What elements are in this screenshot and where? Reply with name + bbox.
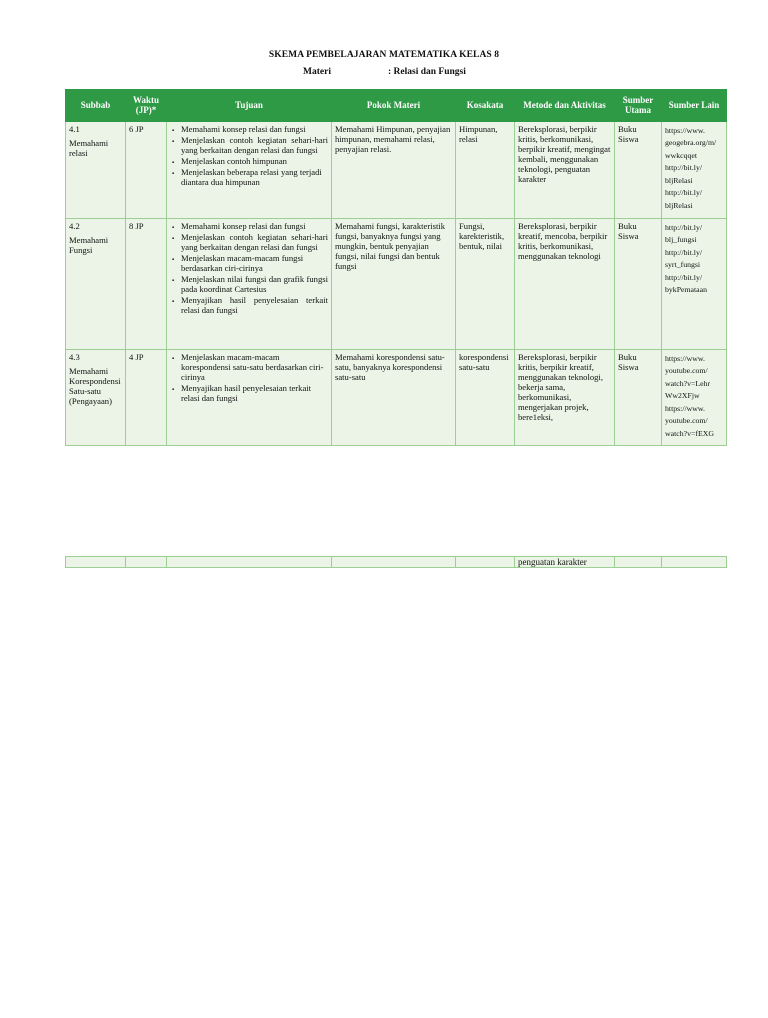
list-item: ▪ Menjelaskan nilai fungsi dan grafik fungsi pada koordinat Cartesius — [181, 275, 328, 295]
cell-waktu: 6 JP — [126, 122, 167, 219]
cell-empty — [456, 557, 515, 568]
source-link-text: http://bit.ly/ — [665, 247, 703, 257]
source-link-text: bljRelasi — [665, 200, 693, 210]
cell-metode-continued: penguatan karakter — [515, 557, 615, 568]
cell-pokok-materi: Memahami korespondensi satu-satu, banyaknya korespondensi satu-satu — [332, 350, 456, 446]
source-link-text: https://www. — [665, 126, 705, 135]
list-item: ▪ Menyajikan hasil penyelesaian terkait relasi dan fungsi — [181, 296, 328, 316]
cell-empty — [126, 557, 167, 568]
cell-pokok-materi: Memahami Himpunan, penyajian himpunan, memahami relasi, penyajian relasi. — [332, 122, 456, 219]
cell-empty — [662, 557, 727, 568]
cell-sumber-utama: Buku Siswa — [615, 350, 662, 446]
source-link-text: youtube.com/ — [665, 366, 708, 376]
cell-kosakata: Fungsi, karekteristik, bentuk, nilai — [456, 219, 515, 350]
list-item: ▪ Menjelaskan contoh kegiatan sehari-hari yang berkaitan dengan relasi dan fungsi — [181, 233, 328, 253]
cell-waktu: 4 JP — [126, 350, 167, 446]
source-link-text: bljRelasi — [665, 175, 693, 185]
table-row — [66, 350, 727, 446]
col-header-waktu: Waktu (JP)* — [126, 90, 167, 122]
col-header-pokok-materi: Pokok Materi — [332, 90, 456, 122]
cell-empty — [332, 557, 456, 568]
cell-subbab — [66, 219, 126, 350]
list-item: ▪ Menjelaskan contoh kegiatan sehari-hari yang berkaitan dengan relasi dan fungsi — [181, 136, 328, 156]
tujuan-list — [170, 125, 328, 188]
document-title: SKEMA PEMBELAJARAN MATEMATIKA KELAS 8 — [268, 50, 500, 60]
table-row — [66, 557, 727, 568]
cell-tujuan — [167, 219, 332, 350]
source-link-text: youtube.com/ — [665, 416, 708, 426]
cell-empty — [167, 557, 332, 568]
subbab-number: 4.3 — [69, 352, 80, 362]
cell-sumber-lain — [662, 350, 727, 446]
cell-sumber-utama: Buku Siswa — [615, 122, 662, 219]
cell-sumber-lain — [662, 219, 727, 350]
list-item: ▪ Menyajikan hasil penyelesaian terkait relasi dan fungsi — [181, 384, 328, 404]
continuation-table — [65, 556, 727, 568]
subbab-number: 4.1 — [69, 124, 80, 134]
cell-metode: Bereksplorasi, berpikir kreatif, mencoba, berpikir kritis, berkomunikasi, menggunakan teknologi — [515, 219, 615, 350]
cell-waktu: 8 JP — [126, 219, 167, 350]
list-item: ▪ Menjelaskan macam-macam fungsi berdasarkan ciri-cirinya — [181, 254, 328, 274]
subbab-number: 4.2 — [69, 221, 80, 231]
schema-table — [65, 89, 727, 446]
cell-tujuan — [167, 350, 332, 446]
subbab-name: Memahami Fungsi — [69, 234, 109, 255]
col-header-subbab: Subbab — [66, 90, 126, 122]
source-link-text: bykPemataan — [665, 285, 708, 295]
cell-sumber-utama: Buku Siswa — [615, 219, 662, 350]
source-link-text: watch?v=Lehr — [665, 378, 711, 388]
cell-metode: Bereksplorasi, berpikir kritis, berpikir kreatif, menggunakan teknologi, bekerja sama, berkomunikasi, mengerjakan projek, bere1eksi, — [515, 350, 615, 446]
list-item: ▪ Menjelaskan beberapa relasi yang terjadi diantara dua himpunan — [181, 168, 328, 188]
materi-line — [303, 67, 523, 77]
source-link-text: Ww2XFjw — [665, 391, 700, 401]
col-header-kosakata: Kosakata — [456, 90, 515, 122]
materi-value: : Relasi dan Fungsi — [388, 67, 466, 77]
source-link-text: watch?v=fEXG — [665, 428, 714, 438]
cell-subbab — [66, 122, 126, 219]
cell-kosakata: korespondensi satu-satu — [456, 350, 515, 446]
subbab-name: Memahami Korespondensi Satu-satu (Pengayaan) — [69, 365, 121, 406]
source-link-text: http://bit.ly/ — [665, 188, 703, 198]
col-header-sumber-utama: Sumber Utama — [615, 90, 662, 122]
source-link-text: geogebra.org/m/ — [665, 138, 717, 148]
col-header-metode: Metode dan Aktivitas — [515, 90, 615, 122]
cell-empty — [66, 557, 126, 568]
cell-pokok-materi: Memahami fungsi, karakteristik fungsi, banyaknya fungsi yang mungkin, bentuk penyajian fungsi, nilai fungsi dan bentuk fungsi — [332, 219, 456, 350]
col-header-tujuan: Tujuan — [167, 90, 332, 122]
list-item: ▪ Memahami konsep relasi dan fungsi — [181, 125, 328, 135]
subbab-name: Memahami relasi — [69, 137, 109, 158]
cell-tujuan — [167, 122, 332, 219]
list-item: ▪ Menjelaskan macam-macam korespondensi satu-satu berdasarkan ciri-cirinya — [181, 353, 328, 383]
cell-kosakata: Himpunan, relasi — [456, 122, 515, 219]
materi-label: Materi — [303, 67, 331, 77]
source-link-text: http://bit.ly/ — [665, 223, 703, 232]
cell-metode: Bereksplorasi, berpikir kritis, berkomunikasi, berpikir kreatif, mengingat kembali, menggunakan teknologi, penguatan karakter — [515, 122, 615, 219]
header-row — [66, 90, 727, 122]
cell-empty — [615, 557, 662, 568]
cell-subbab — [66, 350, 126, 446]
source-link-text: https://www. — [665, 403, 705, 413]
list-item: ▪ Menjelaskan contoh himpunan — [181, 157, 328, 167]
table-row — [66, 219, 727, 350]
tujuan-list — [170, 222, 328, 316]
source-link-text: syrt_fungsi — [665, 260, 701, 270]
tujuan-list — [170, 353, 328, 404]
col-header-sumber-lain: Sumber Lain — [662, 90, 727, 122]
table-row — [66, 122, 727, 219]
source-link-text: https://www. — [665, 354, 705, 363]
source-link-text: blj_fungsi — [665, 235, 697, 245]
source-link-text: wwkcqqet — [665, 150, 698, 160]
source-link-text: http://bit.ly/ — [665, 272, 703, 282]
cell-sumber-lain — [662, 122, 727, 219]
list-item: ▪ Memahami konsep relasi dan fungsi — [181, 222, 328, 232]
source-link-text: http://bit.ly/ — [665, 163, 703, 173]
